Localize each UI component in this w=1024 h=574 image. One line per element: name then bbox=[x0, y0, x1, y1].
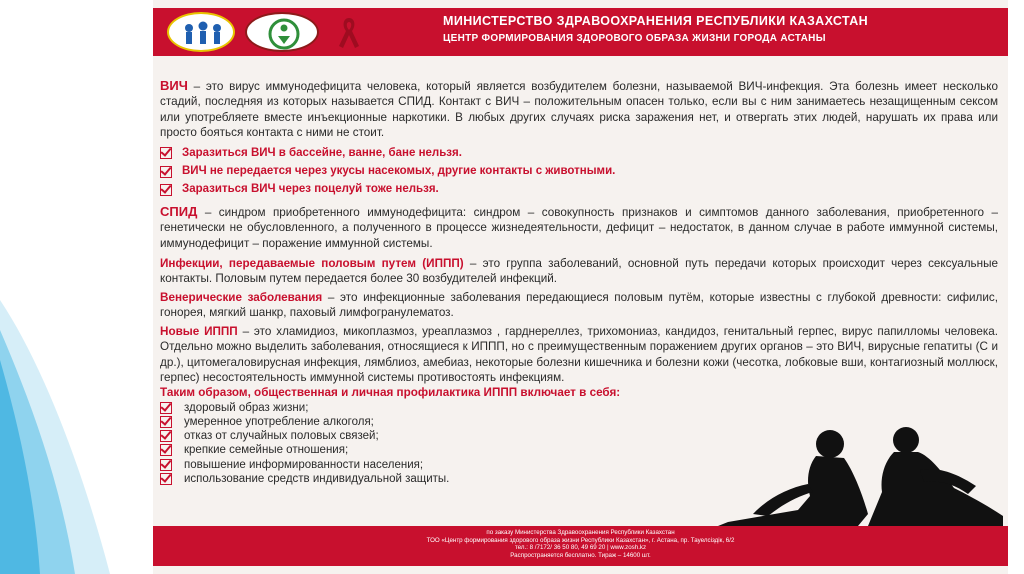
footer-line: Распространяется бесплатно. Тираж – 14600 шт. bbox=[510, 551, 651, 559]
footer-band bbox=[153, 526, 1008, 566]
checkbox-icon bbox=[160, 444, 172, 456]
fact-item bbox=[160, 164, 998, 179]
center-subtitle: ЦЕНТР ФОРМИРОВАНИЯ ЗДОРОВОГО ОБРАЗА ЖИЗНИ ГОРОДА АСТАНЫ bbox=[443, 33, 826, 44]
fact-item bbox=[160, 182, 998, 197]
fact-text: ВИЧ не передается через укусы насекомых, другие контакты с животными. bbox=[182, 165, 616, 178]
aids-term: СПИД bbox=[160, 203, 198, 219]
logo-group bbox=[167, 11, 369, 53]
list-item-text: использование средств индивидуальной защиты. bbox=[184, 472, 450, 485]
prevention-heading: Таким образом, общественная и личная профилактика ИППП включает в себя: bbox=[160, 386, 621, 400]
checkbox-icon bbox=[160, 166, 172, 178]
footer-line: по заказу Министерства Здравоохранения Республики Казахстан bbox=[486, 529, 675, 536]
new-stis-text: – это хламидиоз, микоплазмоз, уреаплазмоз , гарднереллез, трихомониаз, кандидоз, генитальный герпес, вирус папилломы человека. Отдельно можно выделить заболевания, относящиеся к ИППП, но с преимущественным поражением других органов – это ВИЧ, вирусные гепатиты (С и др.), цитомегаловирусная инфекция, лямблиоз, амебиаз, некоторые болезни кишечника и болезни кожи (чесотка, лобковые вши, контагиозный моллюск, герпес) несостоятельность иммунной системы противостоять инфекциям. bbox=[160, 324, 998, 384]
list-item-text: крепкие семейные отношения; bbox=[184, 444, 349, 457]
hiv-term: ВИЧ bbox=[160, 78, 188, 93]
stis-paragraph bbox=[160, 256, 998, 287]
list-item bbox=[160, 401, 998, 415]
aids-text: – синдром приобретенного иммунодефицита: синдром – совокупность признаков и симптомов данного заболевания, приобретенного – генетически не обусловленного, а полученного в процессе жизнедеятельности, дефицит – недостаток, в данном случае в работе иммунной системы, иммунодефицит – поражение иммунной системы. bbox=[160, 205, 998, 250]
checkbox-icon bbox=[160, 402, 172, 414]
new-stis-paragraph bbox=[160, 324, 998, 386]
list-item-text: умеренное употребление алкоголя; bbox=[184, 415, 374, 428]
new-stis-term: Новые ИППП bbox=[160, 324, 238, 338]
stis-term: Инфекции, передаваемые половым путем (ИППП) bbox=[160, 257, 464, 271]
venereal-paragraph bbox=[160, 290, 998, 321]
red-ribbon-icon bbox=[329, 12, 369, 52]
checkbox-icon bbox=[160, 184, 172, 196]
health-emblem-icon bbox=[247, 14, 319, 52]
checkbox-icon bbox=[160, 430, 172, 442]
list-item-text: повышение информированности населения; bbox=[184, 458, 424, 471]
couple-silhouette-image bbox=[658, 426, 1003, 528]
hiv-paragraph bbox=[160, 78, 998, 141]
venereal-term: Венерические заболевания bbox=[160, 290, 323, 304]
fact-item bbox=[160, 146, 998, 161]
list-item-text: отказ от случайных половых связей; bbox=[184, 430, 379, 443]
ministry-title: МИНИСТЕРСТВО ЗДРАВООХРАНЕНИЯ РЕСПУБЛИКИ КАЗАХСТАН bbox=[443, 14, 869, 28]
fact-text: Заразиться ВИЧ в бассейне, ванне, бане нельзя. bbox=[182, 146, 462, 159]
footer-line: тел.: 8 /7172/ 36 50 80, 49 69 20 | www.zosh.kz bbox=[514, 544, 647, 552]
aids-paragraph bbox=[160, 204, 998, 251]
checkbox-icon bbox=[160, 459, 172, 471]
header-title bbox=[443, 14, 1003, 44]
family-logo bbox=[167, 12, 235, 52]
footer-line: ТОО «Центр формирования здорового образа жизни Республики Казахстан», г. Астана, пр. Тауелсіздік, 6/2 bbox=[426, 536, 735, 544]
family-icon bbox=[169, 14, 235, 52]
decorative-swoosh bbox=[0, 0, 150, 574]
poster bbox=[153, 0, 1008, 574]
fact-text: Заразиться ВИЧ через поцелуй тоже нельзя. bbox=[182, 183, 439, 196]
list-item-text: здоровый образ жизни; bbox=[184, 401, 309, 414]
header-band bbox=[153, 8, 1008, 56]
poster-content bbox=[160, 78, 998, 486]
venereal-text: – это инфекционные заболевания передающиеся половым путём, которые известны с глубокой древности: сифилис, гонорея, мягкий шанкр, паховый лимфогранулематоз. bbox=[160, 290, 998, 320]
checkbox-icon bbox=[160, 147, 172, 159]
stis-text: – это группа заболеваний, основной путь передачи которых происходит через сексуальные контакты. Половым путем передается более 30 возбудителей инфекций. bbox=[160, 257, 998, 286]
checkbox-icon bbox=[160, 473, 172, 485]
checkbox-icon bbox=[160, 416, 172, 428]
health-center-logo bbox=[245, 12, 319, 52]
hiv-text: – это вирус иммунодефицита человека, который является возбудителем болезни, называемой ВИЧ-инфекция. Эта болезнь имеет несколько стадий, последняя из которых называется СПИД. Контакт с ВИЧ – положительным опасен только, если вы с ним занимаетесь незащищенным сексом или употребляете вместе инъекционные наркотики. В любых других случаях риска заражения нет, и отвергать этих людей, нарушать их права или просто бояться контакта с ними не стоит. bbox=[160, 80, 998, 140]
